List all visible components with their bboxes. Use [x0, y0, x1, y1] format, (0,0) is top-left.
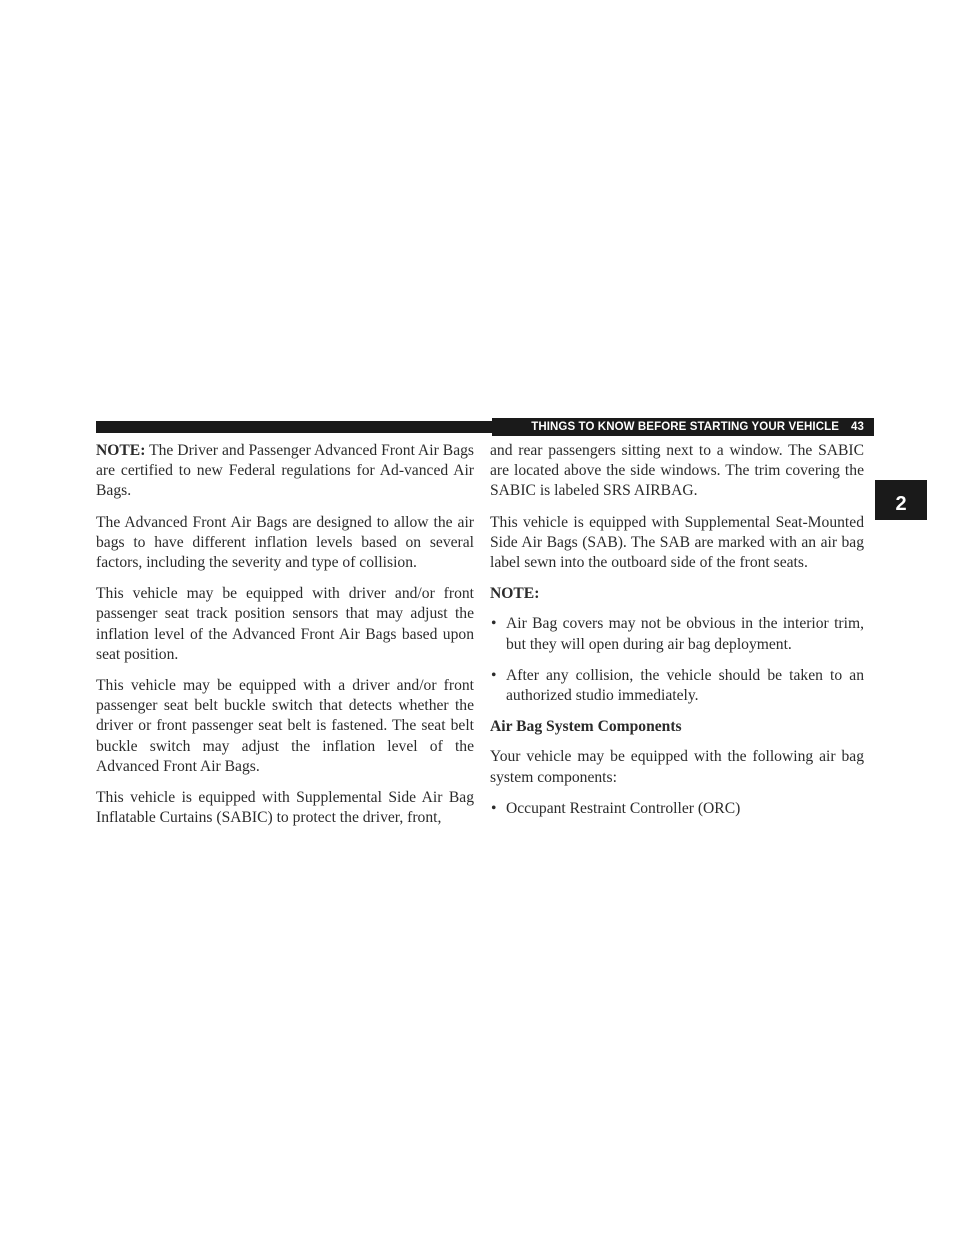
bullet-icon: • [491, 615, 497, 633]
header-rule [96, 421, 492, 433]
list-item [490, 666, 864, 706]
running-header-title: THINGS TO KNOW BEFORE STARTING YOUR VEHICLE [531, 421, 839, 433]
note-label: NOTE: [490, 585, 540, 603]
list-item-text: After any collision, the vehicle should be taken to an authorized studio immediately. [506, 666, 864, 705]
paragraph: Your vehicle may be equipped with the following air bag system components: [490, 748, 864, 786]
list-item-text: Occupant Restraint Controller (ORC) [506, 799, 741, 817]
chapter-number: 2 [895, 493, 907, 515]
list-item [490, 614, 864, 654]
page-number: 43 [851, 421, 864, 433]
left-column [96, 441, 474, 839]
section-heading: Air Bag System Components [490, 718, 682, 736]
paragraph: The Advanced Front Air Bags are designed to allow the air bags to have different inflation levels based on several factors, including the severity and type of collision. [96, 513, 474, 572]
paragraph: This vehicle may be equipped with driver and/or front passenger seat track position sensors that may adjust the inflation level of the Advanced Front Air Bags based upon seat position. [96, 585, 474, 663]
running-header [492, 418, 874, 436]
header-gap [874, 418, 880, 436]
right-column [490, 441, 864, 830]
paragraph: and rear passengers sitting next to a window. The SABIC are located above the side windows. The trim covering the SABIC is labeled SRS AIRBAG. [490, 442, 864, 500]
paragraph: This vehicle is equipped with Supplemental Seat-Mounted Side Air Bags (SAB). The SAB are marked with an air bag label sewn into the outboard side of the front seats. [490, 513, 864, 572]
note-paragraph [96, 441, 474, 502]
paragraph: This vehicle may be equipped with a driver and/or front passenger seat belt buckle switch that detects whether the driver or front passenger seat belt is fastened. The seat belt buckle switch may adjust the inflation level of the Advanced Front Air Bags. [96, 677, 474, 775]
note-label: NOTE: [96, 442, 146, 459]
bullet-icon: • [491, 666, 497, 684]
chapter-tab [875, 480, 927, 520]
list-item-text: Air Bag covers may not be obvious in the interior trim, but they will open during air bag deployment. [506, 615, 864, 653]
bullet-icon: • [491, 799, 497, 817]
list-item [490, 799, 864, 819]
note-text: The Driver and Passenger Advanced Front Air Bags are certified to new Federal regulations for Ad-vanced Air Bags. [96, 442, 474, 500]
paragraph: This vehicle is equipped with Supplemental Side Air Bag Inflatable Curtains (SABIC) to protect the driver, front, [96, 789, 474, 827]
